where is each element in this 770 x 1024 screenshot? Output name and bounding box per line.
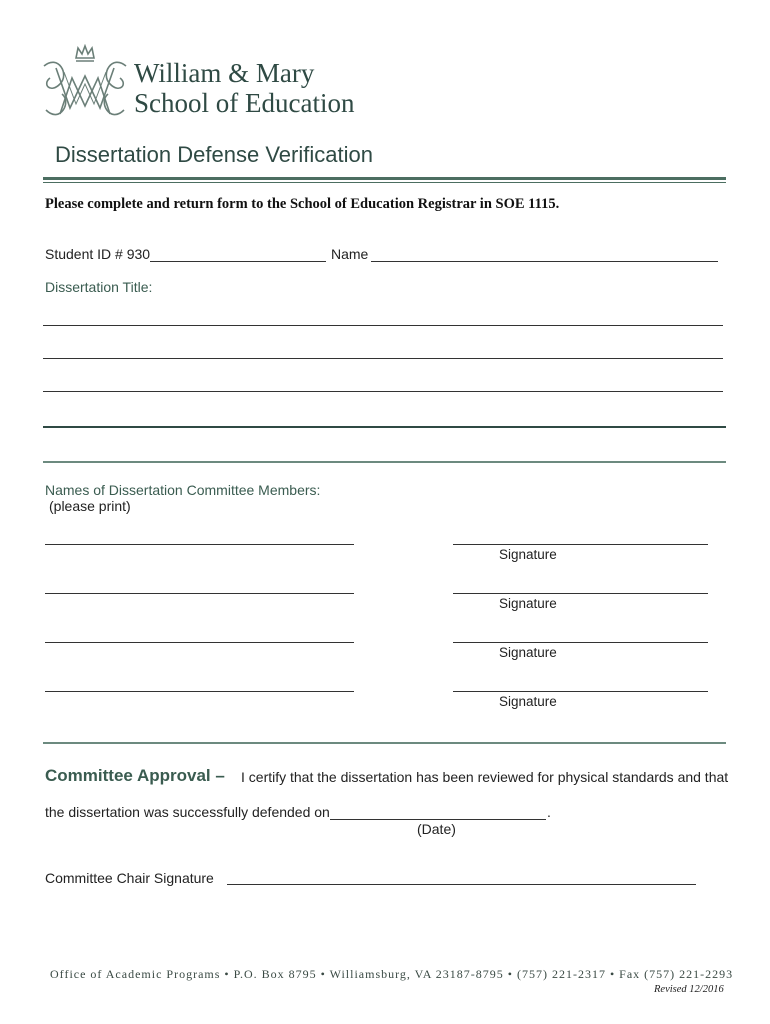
committee-member-signature-2[interactable] (453, 593, 708, 594)
footer-contact: Office of Academic Programs • P.O. Box 8795 • Williamsburg, VA 23187-8795 • (757) 221-2317 • Fax (757) 221-2293 (50, 967, 734, 981)
approval-text-line1: I certify that the dissertation has been reviewed for physical standards and that (241, 769, 729, 785)
signature-label-1: Signature (499, 547, 557, 562)
title-divider-thin (43, 182, 726, 183)
dissertation-title-line-2[interactable] (43, 358, 723, 359)
section-divider (43, 461, 726, 463)
instructions-text: Please complete and return form to the School of Education Registrar in SOE 1115. (45, 196, 560, 212)
revised-date: Revised 12/2016 (654, 984, 724, 995)
committee-members-label: Names of Dissertation Committee Members: (45, 482, 321, 498)
committee-member-signature-1[interactable] (453, 544, 708, 545)
signature-label-3: Signature (499, 645, 557, 660)
committee-member-signature-4[interactable] (453, 691, 708, 692)
signature-label-2: Signature (499, 596, 557, 611)
page-title: Dissertation Defense Verification (55, 142, 373, 167)
approval-divider (43, 742, 726, 744)
date-label: (Date) (417, 821, 456, 837)
dissertation-title-label: Dissertation Title: (45, 279, 153, 295)
dissertation-title-line-3[interactable] (43, 391, 723, 392)
approval-heading: Committee Approval – (45, 766, 225, 785)
committee-member-name-1[interactable] (45, 544, 354, 545)
logo-text-line2: School of Education (134, 88, 355, 118)
logo-text-line1: William & Mary (134, 58, 315, 88)
committee-members-note: (please print) (49, 498, 131, 514)
student-id-label: Student ID # 930 (45, 246, 151, 262)
committee-member-name-3[interactable] (45, 642, 354, 643)
dissertation-title-line-4[interactable] (43, 426, 726, 428)
committee-member-name-2[interactable] (45, 593, 354, 594)
name-field[interactable] (371, 261, 718, 262)
approval-period: . (547, 804, 551, 820)
student-id-field[interactable] (150, 261, 326, 262)
signature-label-4: Signature (499, 694, 557, 709)
committee-member-name-4[interactable] (45, 691, 354, 692)
defense-date-field[interactable] (330, 819, 546, 820)
committee-member-signature-3[interactable] (453, 642, 708, 643)
name-label: Name (331, 246, 369, 262)
title-divider-thick (43, 177, 726, 180)
logo-cipher-icon (40, 44, 130, 124)
chair-signature-field[interactable] (227, 884, 696, 885)
approval-text-line2: the dissertation was successfully defended on (45, 804, 330, 820)
chair-signature-label: Committee Chair Signature (45, 870, 214, 886)
dissertation-title-line-1[interactable] (43, 325, 723, 326)
